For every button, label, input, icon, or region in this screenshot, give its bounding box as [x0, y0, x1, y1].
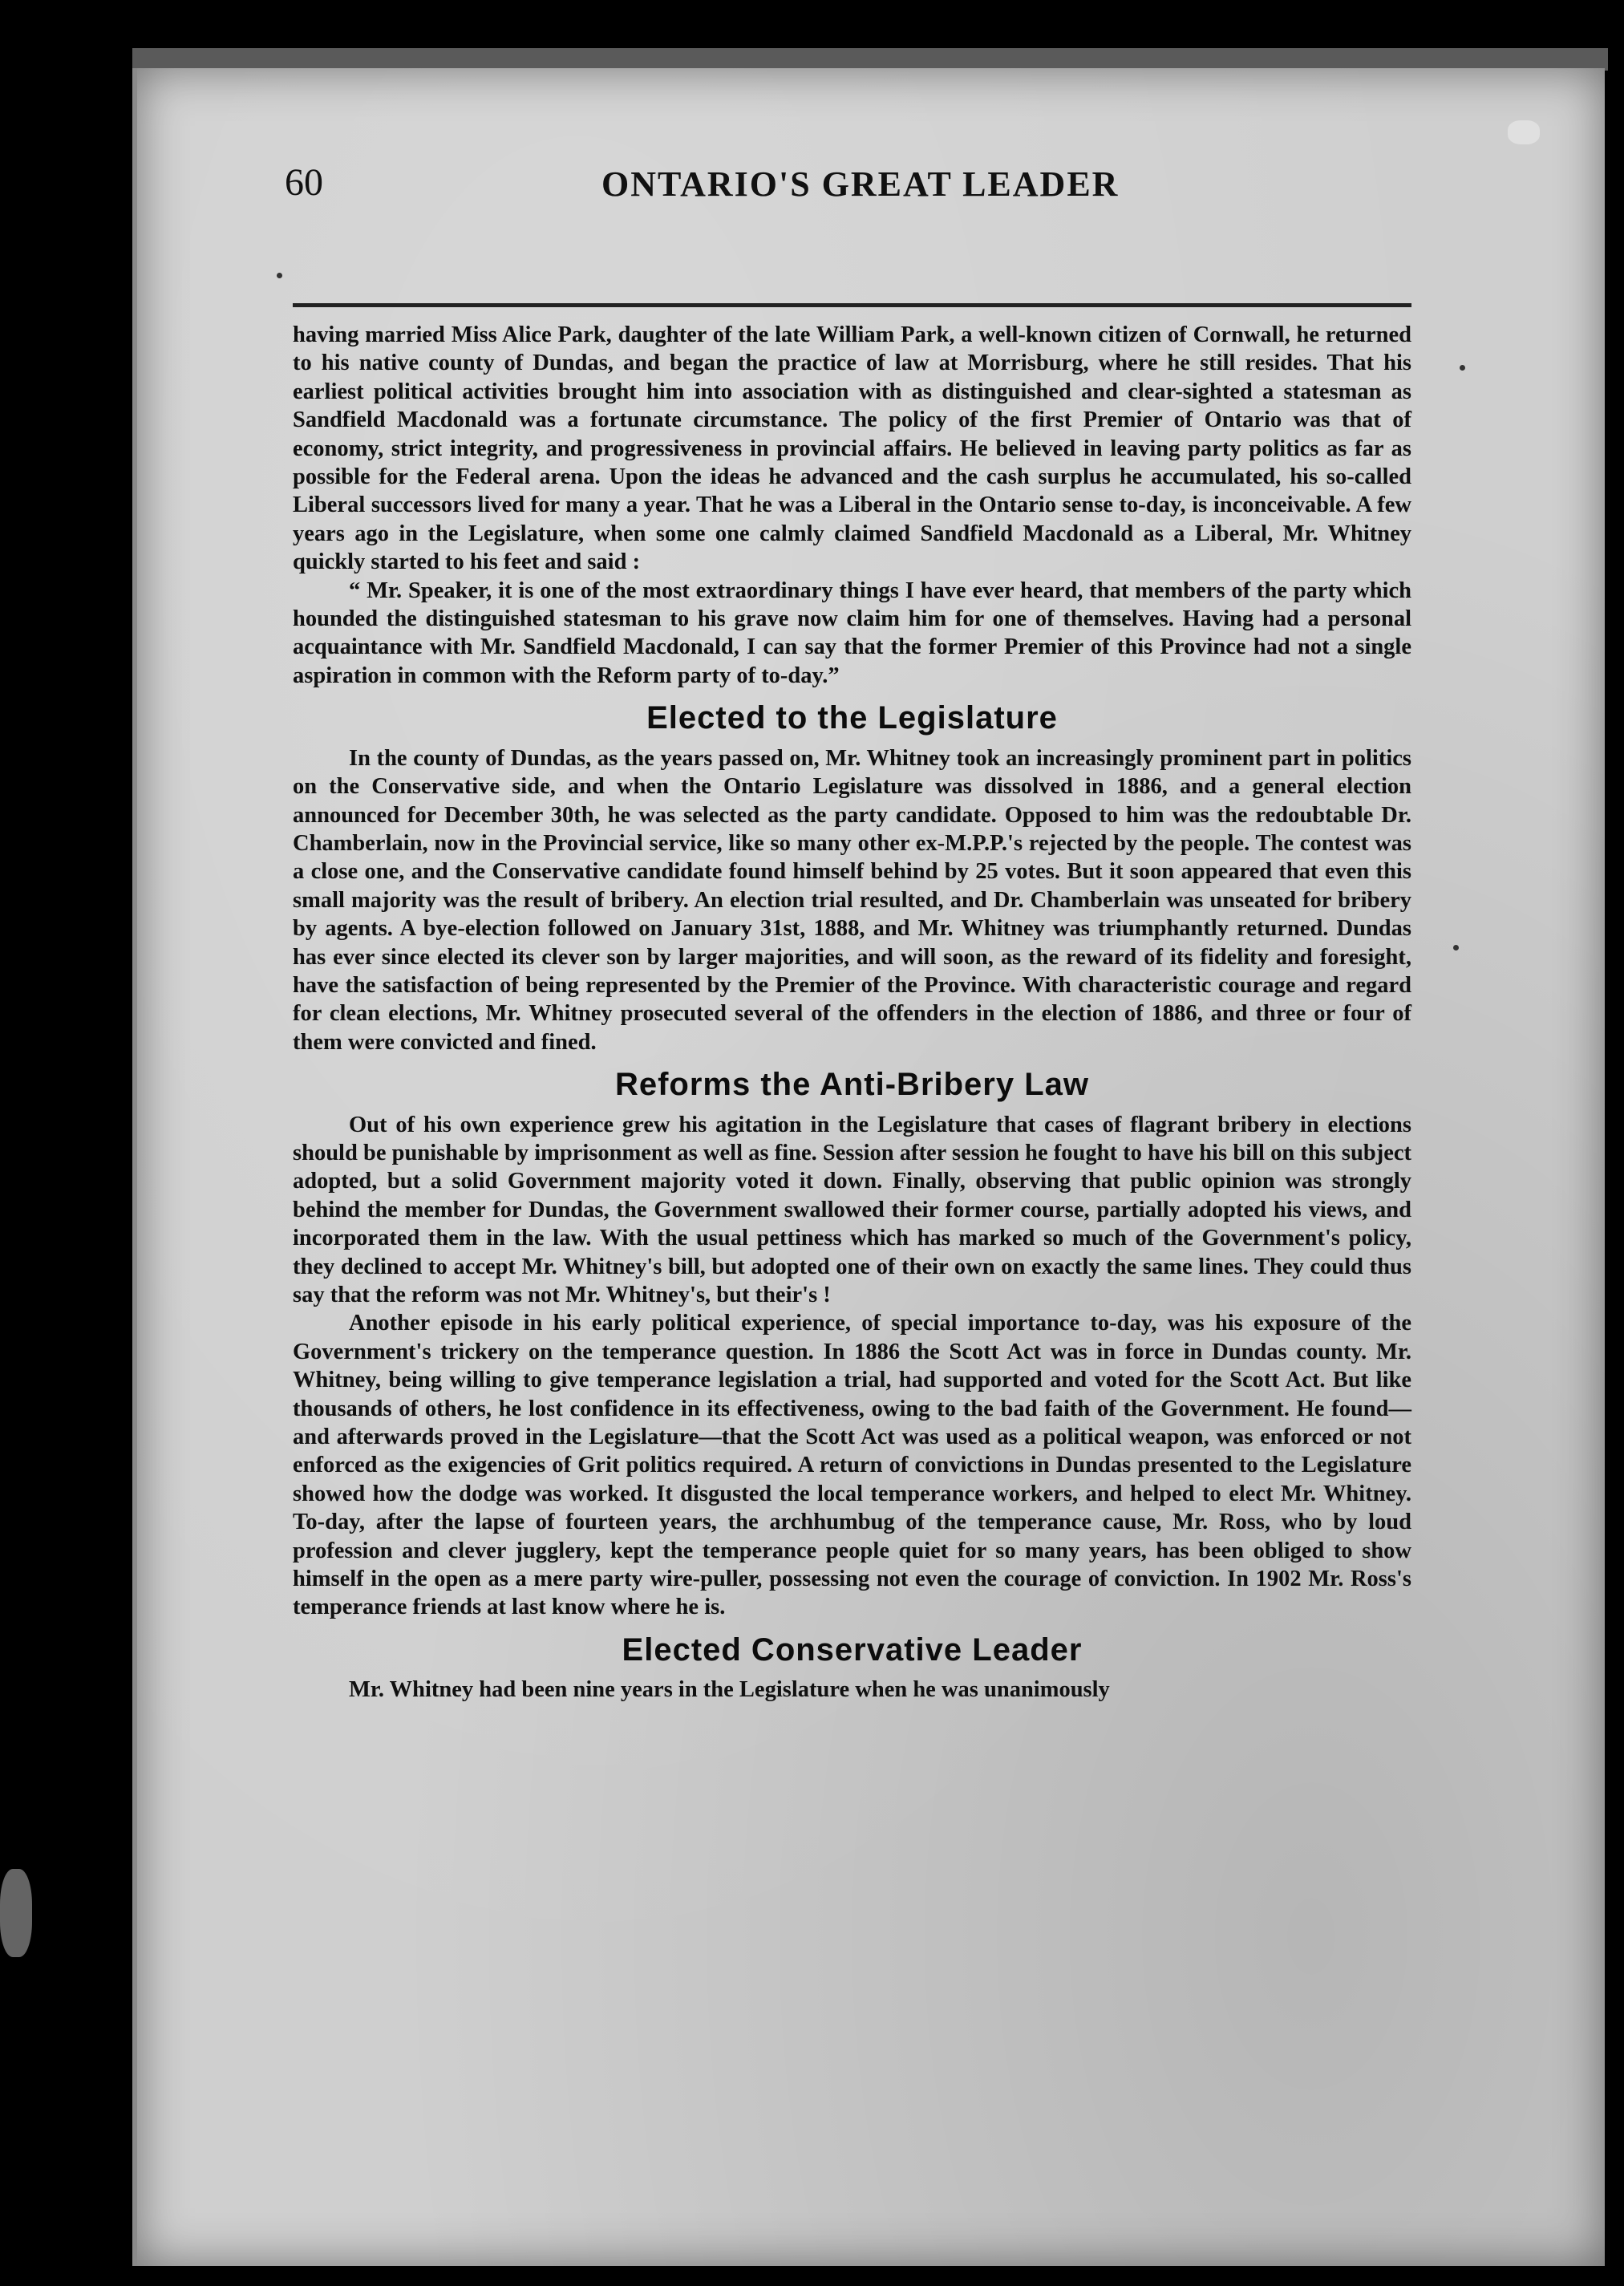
section-heading-elected: Elected to the Legislature: [646, 700, 1058, 736]
head-rule: [293, 303, 1411, 307]
block-quote: “ Mr. Speaker, it is one of the most extraordinary things I have ever heard, that members of the party which hounded the distinguished statesman to his grave now claim him for one of themselves. Having had a personal acquaintance with Mr. Sandfield Macdonald, I can say that the former Premier of this Province had not a single aspiration in common with the Reform party of to-day.”: [293, 578, 1411, 688]
scan-scuff: [0, 1869, 32, 1957]
paragraph-opening: having married Miss Alice Park, daughter of the late William Park, a well-known citizen of Cornwall, he returned to his native county of Dundas, and began the practice of law at Morrisburg, where he still resides. That his earliest political activities brought him into association with as distinguished and clear-sighted a statesman as Sandfield Macdonald was a fortunate circumstance. The policy of the first Premier of Ontario was that of economy, strict integrity, and progressiveness in provincial affairs. He believed in leaving party politics as far as possible for the Federal arena. Upon the ideas he advanced and the cash surplus he accumulated, his so-called Liberal successors lived for many a year. That he was a Liberal in the Ontario sense to-day, is inconceivable. A few years ago in the Legislature, when some one calmly claimed Sandfield Macdonald as a Liberal, Mr. Whitney quickly started to his feet and said :: [293, 322, 1411, 575]
margin-speck: [1453, 945, 1459, 950]
paragraph-bribery-law: Out of his own experience grew his agitation in the Legislature that cases of flagrant bribery in elections should be punishable by imprisonment as well as fine. Session after session he fought to have his bill on this subject adopted, but a solid Government majority voted it down. Finally, observing that public opinion was strongly behind the member for Dundas, the Government swallowed their former course, partially adopted his views, and incorporated them in the law. With the usual pettiness which has marked so much of the Government's policy, they declined to accept Mr. Whitney's bill, but adopted one of their own on exactly the same lines. They could thus say that the reform was not Mr. Whitney's, but their's !: [293, 1112, 1411, 1307]
page-number: 60: [285, 161, 323, 204]
paragraph-election: In the county of Dundas, as the years passed on, Mr. Whitney took an increasingly prominent part in politics on the Conservative side, and when the Ontario Legislature was dissolved in 1886, and a general election announced for December 30th, he was selected as the party candidate. Opposed to him was the redoubtable Dr. Chamberlain, now in the Provincial service, like so many other ex-M.P.P.'s rejected by the people. The contest was a close one, and the Conservative candidate found himself behind by 25 votes. But it soon appeared that even this small majority was the result of bribery. An election trial resulted, and Dr. Chamberlain was unseated for bribery by agents. A bye-election followed on January 31st, 1888, and Mr. Whitney was triumphantly returned. Dundas has ever since elected its clever son by larger majorities, and will soon, as the reward of its fidelity and foresight, have the satisfaction of being represented by the Premier of the Province. With characteristic courage and regard for clean elections, Mr. Whitney prosecuted several of the offenders in the election of 1886, and three or four of them were convicted and fined.: [293, 745, 1411, 1055]
scan-scuff: [1508, 120, 1540, 144]
section-heading-bribery: Reforms the Anti-Bribery Law: [614, 1067, 1090, 1103]
body-text: [293, 321, 1411, 1704]
running-head: [152, 160, 1436, 217]
margin-speck: [1460, 365, 1465, 371]
margin-speck: [277, 273, 282, 278]
paragraph-temperance: Another episode in his early political experience, of special importance to-day, was his exposure of the Government's trickery on the temperance question. In 1886 the Scott Act was in force in Dundas county. Mr. Whitney, being willing to give temperance legislation a trial, had supported and voted for the Scott Act. But like thousands of others, he lost confidence in its effectiveness, owing to the bad faith of the Government. He found—and afterwards proved in the Legislature—that the Scott Act was used as a political weapon, was enforced or not enforced as the exigencies of Grit politics required. A return of convictions in Dundas presented to the Legislature showed how the dodge was worked. It disgusted the local temperance workers, and helped to elect Mr. Whitney. To-day, after the lapse of fourteen years, the archhumbug of the temperance cause, Mr. Ross, who by loud profession and clever jugglery, kept the temperance people quiet for so many years, has been obliged to show himself in the open as a mere party wire-puller, possessing not even the courage of conviction. In 1902 Mr. Ross's temperance friends at last know where he is.: [293, 1311, 1411, 1620]
paragraph-leader: Mr. Whitney had been nine years in the Legislature when he was unanimously: [349, 1677, 1110, 1703]
section-heading-leader: Elected Conservative Leader: [622, 1631, 1083, 1668]
page-top-edge: [132, 48, 1608, 71]
running-title: ONTARIO'S GREAT LEADER: [601, 164, 1120, 204]
